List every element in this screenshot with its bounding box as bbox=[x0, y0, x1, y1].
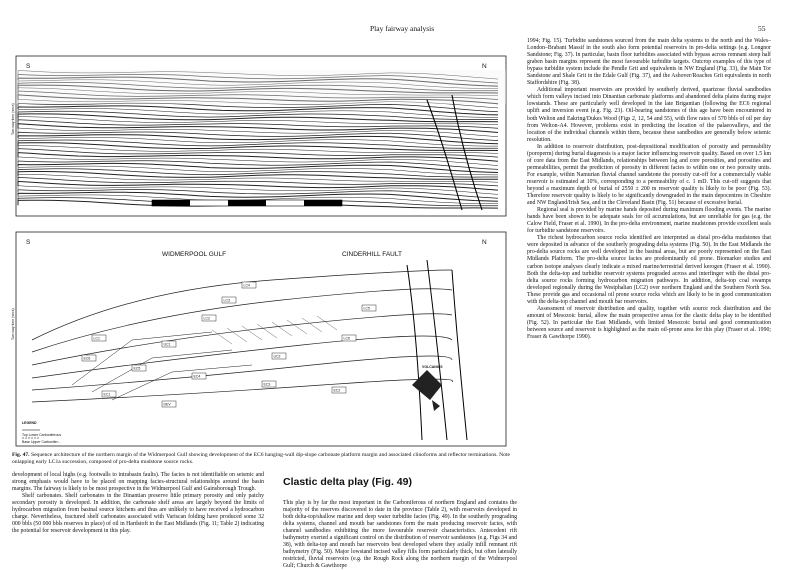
bottom-panel-south-label: S bbox=[26, 239, 31, 246]
running-head: Play fairway analysis bbox=[370, 24, 435, 33]
unit-label: LC3 bbox=[223, 298, 230, 303]
top-panel-axis-label: Two way time (secs) bbox=[11, 103, 15, 135]
volcanics-label: VOLCANICS bbox=[422, 365, 443, 369]
top-panel-north-label: N bbox=[482, 63, 487, 70]
bottom-panel-axis-label: Two way time (secs) bbox=[11, 308, 15, 340]
unit-label: LC4 bbox=[243, 283, 250, 288]
bottom-middle-column bbox=[283, 500, 517, 570]
caption-text: Sequence architecture of the northern margin of the Widmerpool Gulf showing development of the EC6 hanging-wall dip-slope carbonate platform margin and associated clinoforms and reflector terminations. Note onlapping early LC1a succession, composed of pro-delta mudstone source rocks. bbox=[12, 452, 510, 465]
right-paragraph: Additional important reservoirs are provided by southerly derived, quartzose fluvial sandbodies which form valleys incised into Dinantian carbonate platforms and abandoned delta plains during major lowstands. These are particularly well developed in the late Brigantian (following the EC6 regional uplift and inversion event (e.g. Fig. 23). Oil-bearing sandstones of this age have been encountered in both Welton and Eakring/Dukes Wood (Figs 2, 12, 54 and 55), with flow rates of 570 bbls of oil per day from Welton-A4. However, problems exist in predicting the location of the palaeovalleys, and the location of the individual channels within them, because these sandbodies are generally below seismic resolution. bbox=[527, 87, 771, 143]
caption-label: Fig. 47. bbox=[12, 452, 30, 458]
widmerpool-gulf-label: WIDMERPOOL GULF bbox=[162, 251, 227, 258]
right-paragraph: 1994; Fig. 15). Turbidite sandstones sourced from the main delta systems to the north and the Wales–London–Brabant Massif in the south also form potential reservoirs in pro-delta settings (e.g. Longnor Sandstone; Fig. 37). In particular, basin floor turbidites associated with bypass across remnant steep half graben basin margins represent the most favourable turbidite targets. Outcrop examples of this type of bypass turbidite system include the Pendle Grit and equivalents in NW England (Fig. 33), the Main Tor Sandstone and Shale Grit in the Edale Gulf (Fig. 37), and the Ashover/Roaches Grit equivalents in north Staffordshire (Fig. 38). bbox=[527, 38, 771, 87]
unit-label: LC1 bbox=[93, 336, 100, 341]
bottom-left-column bbox=[12, 472, 264, 535]
unit-label: LC6 bbox=[343, 336, 350, 341]
interpreted-section-bottom bbox=[11, 232, 506, 446]
right-column bbox=[527, 38, 771, 341]
unit-label: EC3 bbox=[263, 382, 271, 387]
top-panel-south-label: S bbox=[26, 63, 31, 70]
bottom-left-paragraph: development of local highs (e.g. footwalls to intrabasin faults). The facies is not identifiable on seismic and strong emphasis would have to be placed on mapping facies-structural relationships around the basin margins. The fairway is likely to be most prospective in the Widmerpool Gulf and Gainsborough Trough. bbox=[12, 472, 264, 493]
unit-label: DEV bbox=[163, 402, 171, 407]
bottom-panel-north-label: N bbox=[482, 239, 487, 246]
bottom-middle-paragraph: This play is by far the most important in the Carboniferous of northern England and contains the majority of the reserves discovered to date in the province (Table 2), with reservoirs developed in both delta-top/shallow marine and deep water turbidite facies (Fig. 49). In the southerly prograding delta systems, channel and mouth bar sandstones form the main producing reservoir facies, with channel sandbodies exhibiting the more favourable reservoir characteristics. Antecedent rift bathymetry exerted a significant control on the distribution of reservoir sandstones (e.g. Figs 34 and 38), with delta-top and mouth bar reservoirs best developed where they axially infill remnant rift bathymetry (Fig. 50). Major lowstand incised valley fills form particularly thick, but often laterally restricted, fluvial reservoirs (e.g. the Rough Rock along the northern margin of the Widmerpool Gulf; Church & Gawthorpe bbox=[283, 500, 517, 570]
unit-label: EC4 bbox=[193, 374, 201, 379]
legend-item-base-upper-carboniferous: Base Upper Carbonifer... bbox=[22, 440, 61, 444]
right-paragraph: Assessment of reservoir distribution and quality, together with source rock distribution and the amount of Mesozoic burial, allow the main prospective areas for the clastic delta play to be identified (Fig. 52). In particular the East Midlands, with limited Mesozoic burial and good communication between source and reservoir is highlighted as the main oil-prone area for this play (Fraser et al. 1990; Fraser & Gawthorpe 1990). bbox=[527, 305, 771, 340]
legend-title: LEGEND bbox=[22, 421, 37, 425]
page-number: 55 bbox=[758, 24, 766, 33]
legend-item-top-lower-carboniferous: Top Lower Carboniferous bbox=[22, 433, 62, 437]
unit-label: EC2 bbox=[333, 388, 341, 393]
bottom-left-paragraph: Shelf carbonates. Shelf carbonates in the Dinantian preserve little primary porosity and only patchy secondary porosity is developed. In addition, the carbonate shelf areas are largely beyond the limits of hydrocarbon migration from basinal source kitchens and thus are unlikely to have received a hydrocarbon charge. Nevertheless, fractured shelf carbonates associated with Variscan folding have produced some 32 000 bbls (50 000 bbls reserves in place) of oil in Hardstoft in the East Midlands (Fig. 11; Table 2) indicating the potential for reservoir development in this play. bbox=[12, 493, 264, 535]
figure-caption bbox=[12, 452, 512, 466]
seismic-section-top bbox=[11, 56, 506, 216]
unit-label: EC6 bbox=[83, 356, 91, 361]
right-paragraph: In addition to reservoir distribution, post-depositional modification of porosity and permeability (poroperm) during burial diagenesis is a major factor influencing reservoir quality. Based on over 1.5 km of core data from the East Midlands, relationships between log and core porosities, and porosities and permeabilities, permit the prediction of porosity in different facies to within one or two porosity units. For example, within Namurian fluvial channel sandstone the porosity cut-off for a commercially viable reservoir is estimated at 10%, corresponding to a permeability of c. 1 mD. This cut-off suggests that beyond a maximum depth of burial of 2550 ± 200 m reservoir quality is likely to be poor (Fig. 53). Therefore reservoir quality is likely to be significantly downgraded in the main depocentres in Cheshire and NW England/Irish Sea, and in the Cleveland Basin (Fig. 51) because of excessive burial. bbox=[527, 143, 771, 207]
unit-label: LC5 bbox=[363, 306, 370, 311]
unit-label: LC2 bbox=[203, 316, 210, 321]
figure-47 bbox=[12, 40, 515, 450]
cinderhill-fault-label: CINDERHILL FAULT bbox=[342, 251, 402, 258]
unit-label: UC1 bbox=[163, 342, 171, 347]
unit-label: EC1 bbox=[103, 392, 111, 397]
right-paragraph: The richest hydrocarbon source rocks identified are interpreted as distal pro-delta mudstones that were deposited in advance of the southerly prograding delta systems (Fig. 50). In the East Midlands the pro-delta source rocks are well developed in the basinal areas, but are poorly represented on the East Midlands Platform. The pro-delta source facies are predominantly oil prone. Biomarker studies and carbon isotope analyses clearly indicate a mixed marine/terrestrial derived kerogen (Fraser et al. 1990). Both the delta-top and turbidite reservoir systems prograded across and interfinger with the distal pro-delta source rocks forming hydrocarbon migration pathways. In addition, delta-top coal swamps developed regionally during the Westphalian (LC2) over northern England and the Southern North Sea. These provide gas and occasional oil prone source rocks which are likely to be in good communication with the delta-top channel and mouth bar reservoirs. bbox=[527, 235, 771, 305]
right-paragraph: Regional seal is provided by marine bands deposited during maximum flooding events. The marine bands have been shown to be adequate seals for oil accumulations, but are unreliable for gas (e.g. the Calow Field, Fraser et al. 1990). In the pro-delta environment, marine mudstones provide excellent seals for turbidite sandstone reservoirs. bbox=[527, 207, 771, 235]
unit-label: EC5 bbox=[133, 366, 141, 371]
section-title: Clastic delta play (Fig. 49) bbox=[283, 476, 412, 488]
unit-label: UC2 bbox=[273, 354, 281, 359]
